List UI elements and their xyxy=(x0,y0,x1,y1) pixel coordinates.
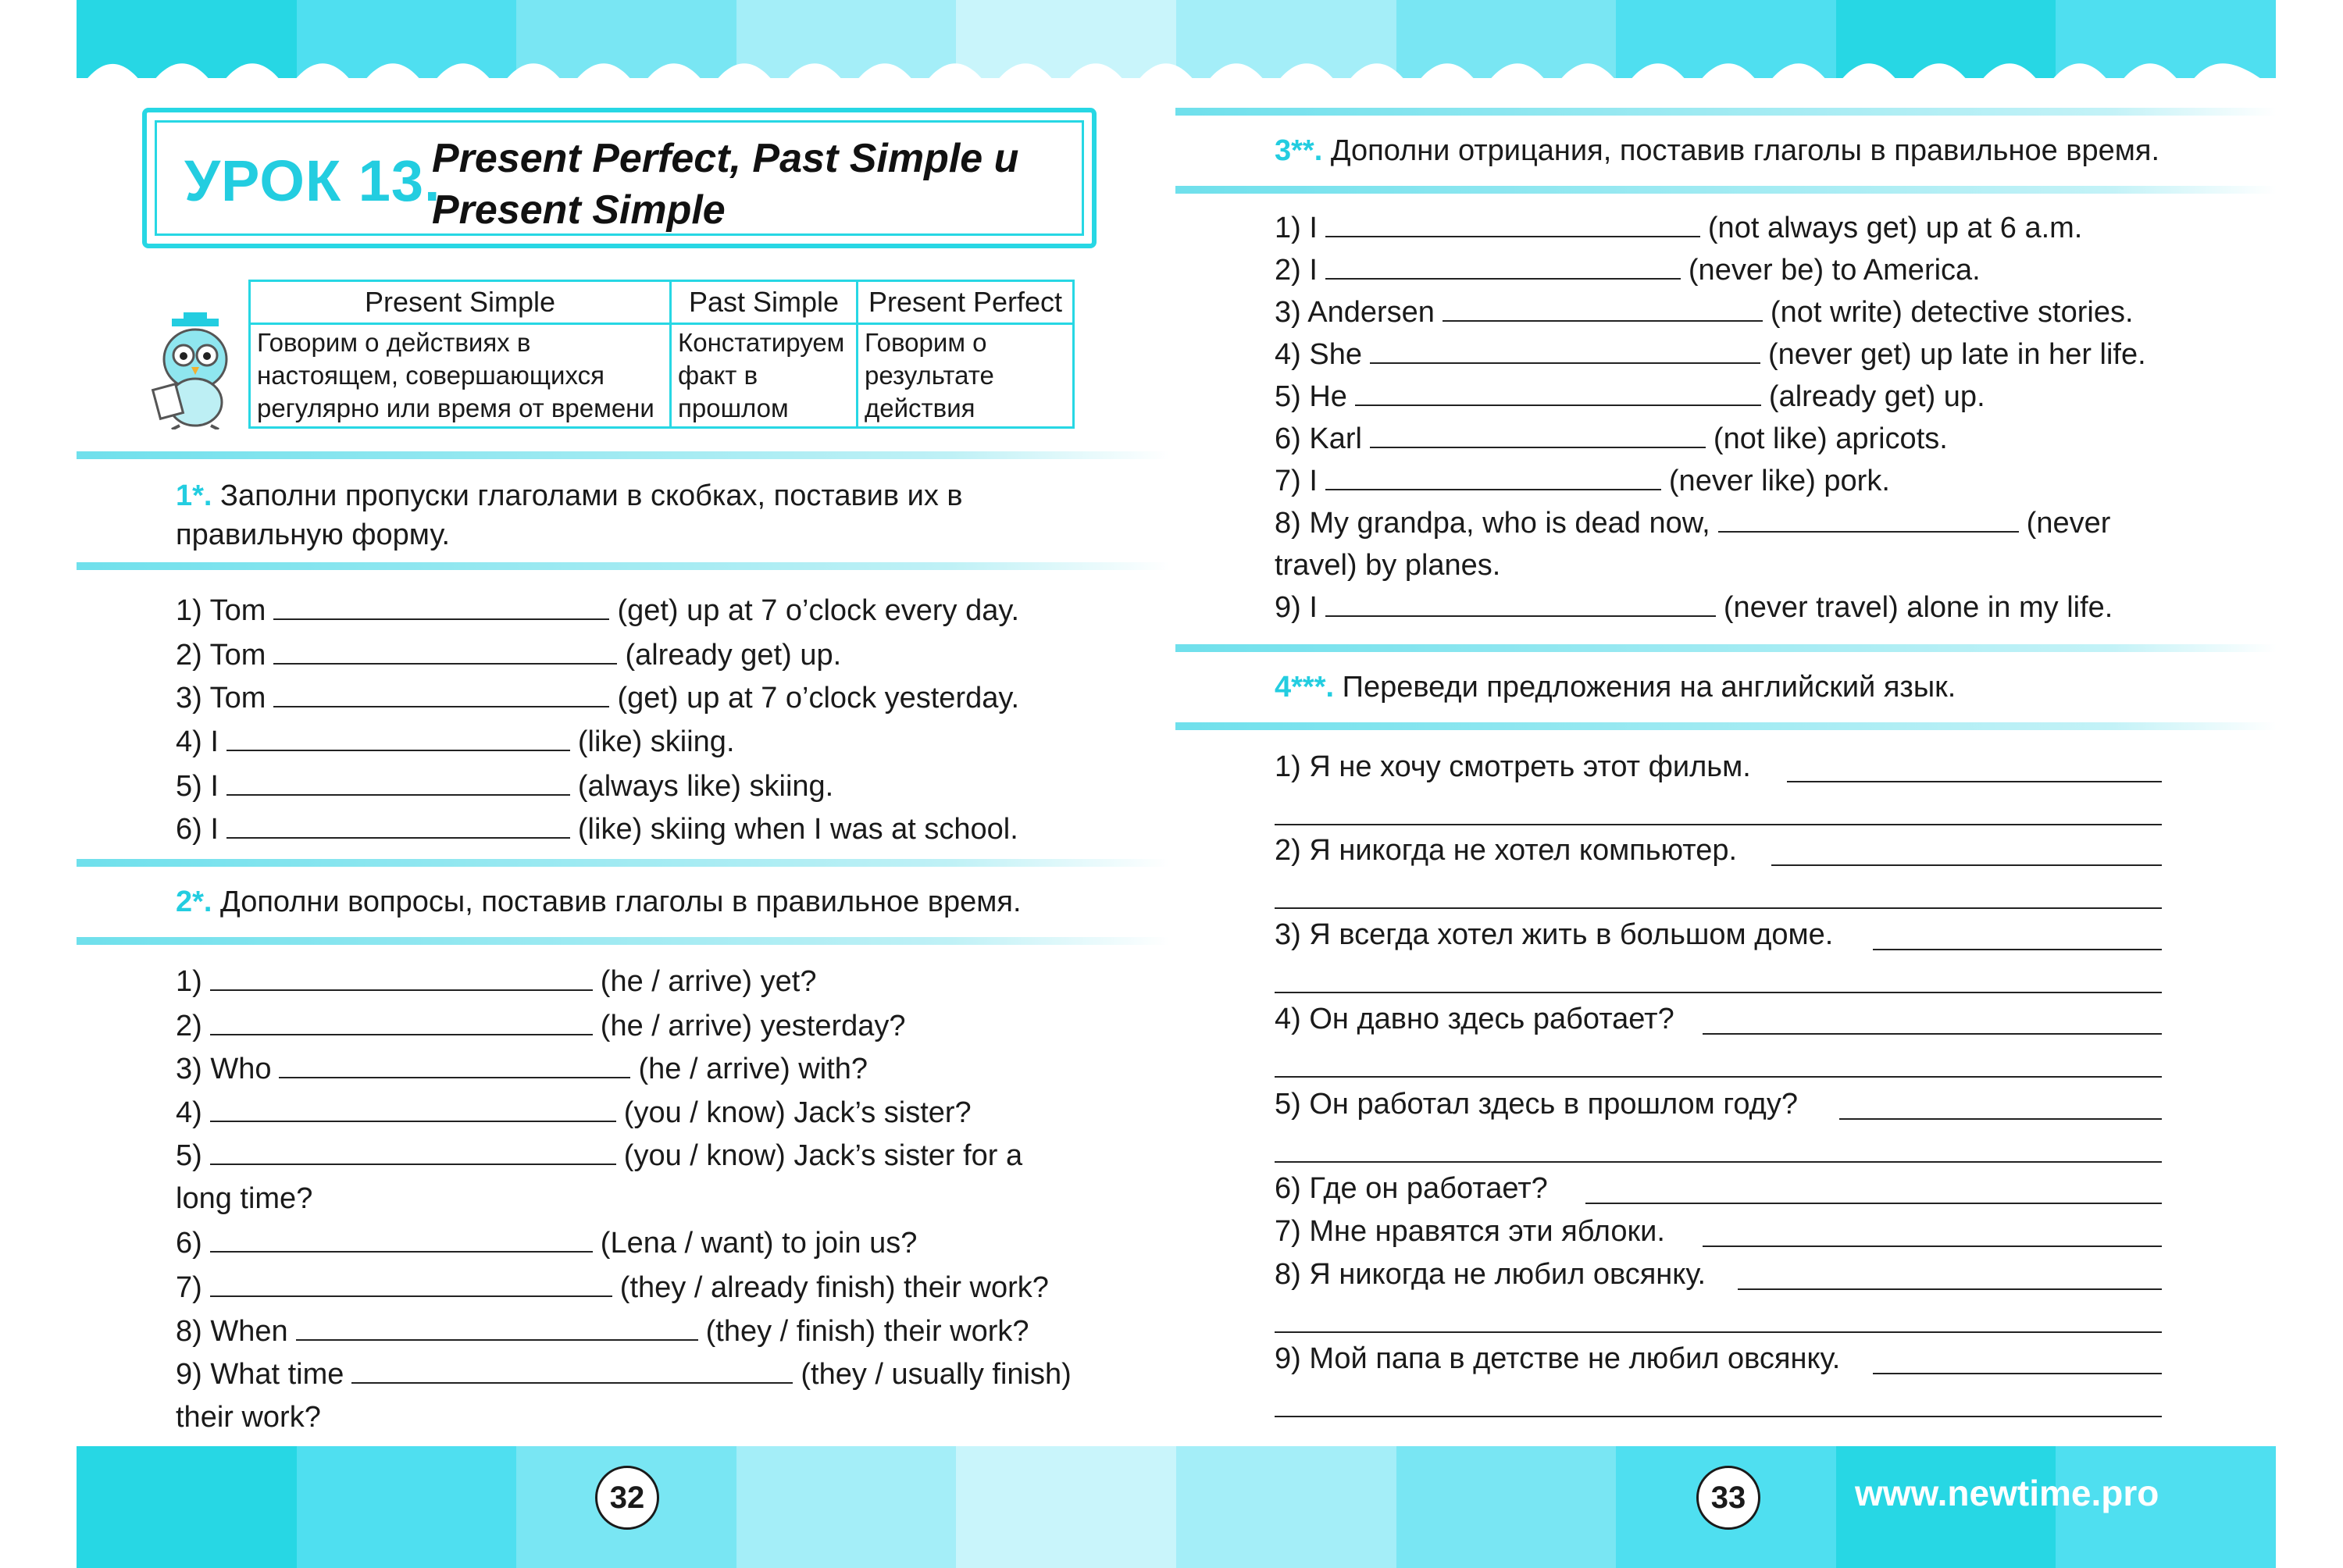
exercise-item: 6) I (like) skiing when I was at school. xyxy=(176,813,1018,846)
section-divider xyxy=(1175,108,2277,116)
translate-item: 2) Я никогда не хотел компьютер. xyxy=(1275,834,1738,867)
exercise-item: 8) When (they / finish) their work? xyxy=(176,1315,1029,1348)
fill-blank[interactable] xyxy=(1325,212,1700,237)
fill-blank[interactable] xyxy=(1325,592,1716,617)
top-wave-border xyxy=(77,47,2276,109)
exercise-item: 4) I (like) skiing. xyxy=(176,725,735,758)
translate-item: 5) Он работал здесь в прошлом году? xyxy=(1275,1088,1798,1121)
table-cell xyxy=(858,324,1074,428)
exercise-item-cont: long time? xyxy=(176,1182,313,1215)
fill-blank[interactable] xyxy=(210,1272,612,1297)
exercise-item: 9) I (never travel) alone in my life. xyxy=(1275,591,2113,624)
section-divider xyxy=(1175,186,2277,194)
cell-line: прошлом xyxy=(678,394,789,422)
instruction-text: правильную форму. xyxy=(176,519,451,551)
exercise-item: 4) She (never get) up late in her life. xyxy=(1275,338,2146,371)
exercise-item: 2) I (never be) to America. xyxy=(1275,254,1981,287)
task-number: 2*. xyxy=(176,886,212,918)
cell-line: настоящем, совершающихся xyxy=(257,361,604,390)
answer-line[interactable] xyxy=(1738,1288,2162,1290)
translate-item: 3) Я всегда хотел жить в большом доме. xyxy=(1275,918,1834,951)
task-number: 4***. xyxy=(1275,671,1335,704)
page-number-left: 32 xyxy=(595,1466,659,1530)
fill-blank[interactable] xyxy=(1370,339,1760,364)
instruction-text: Дополни отрицания, поставив глаголы в правильное время. xyxy=(1330,134,2160,167)
instruction-text: Заполни пропуски глаголами в скобках, поставив их в xyxy=(220,479,963,512)
fill-blank[interactable] xyxy=(1355,381,1761,406)
fill-blank[interactable] xyxy=(210,1010,593,1035)
instruction-text: Переведи предложения на английский язык. xyxy=(1342,671,1956,704)
fill-blank[interactable] xyxy=(273,682,609,707)
cell-line: Констатируем xyxy=(678,328,845,357)
cell-line: результате xyxy=(865,361,994,390)
exercise-item: 3) Tom (get) up at 7 o’clock yesterday. xyxy=(176,682,1020,715)
exercise-item: 1) (he / arrive) yet? xyxy=(176,965,817,998)
fill-blank[interactable] xyxy=(226,814,570,839)
cell-line: Говорим о действиях в xyxy=(257,328,531,357)
task-number: 3**. xyxy=(1275,134,1323,167)
exercise-item-cont: their work? xyxy=(176,1401,321,1434)
table-header: Present Simple xyxy=(250,281,671,324)
exercise-item: 1) Tom (get) up at 7 o’clock every day. xyxy=(176,594,1020,627)
fill-blank[interactable] xyxy=(273,595,609,620)
fill-blank[interactable] xyxy=(210,966,593,991)
translate-item: 9) Мой папа в детстве не любил овсянку. xyxy=(1275,1342,1841,1375)
task-number: 1*. xyxy=(176,479,212,512)
answer-line[interactable] xyxy=(1275,992,2162,993)
cell-line: регулярно или время от времени xyxy=(257,394,654,422)
exercise-item: 3) Andersen (not write) detective stories. xyxy=(1275,296,2134,329)
lesson-topic xyxy=(432,133,1018,236)
fill-blank[interactable] xyxy=(1718,508,2019,533)
fill-blank[interactable] xyxy=(1443,297,1763,322)
exercise-item: 9) What time (they / usually finish) xyxy=(176,1358,1072,1391)
fill-blank[interactable] xyxy=(1325,255,1681,280)
fill-blank[interactable] xyxy=(1370,423,1706,448)
fill-blank[interactable] xyxy=(210,1140,616,1165)
answer-line[interactable] xyxy=(1275,907,2162,909)
exercise-item: 7) I (never like) pork. xyxy=(1275,465,1890,497)
answer-line[interactable] xyxy=(1275,1416,2162,1417)
table-header: Past Simple xyxy=(671,281,858,324)
exercise-item: 5) (you / know) Jack’s sister for a xyxy=(176,1139,1023,1172)
fill-blank[interactable] xyxy=(351,1359,793,1384)
answer-line[interactable] xyxy=(1703,1245,2162,1247)
translate-item: 4) Он давно здесь работает? xyxy=(1275,1003,1674,1035)
lesson-title-box xyxy=(142,108,1097,248)
answer-line[interactable] xyxy=(1275,1331,2162,1333)
instruction-text: Дополни вопросы, поставив глаголы в правильное время. xyxy=(220,886,1022,918)
page-number-right: 33 xyxy=(1696,1466,1760,1530)
grammar-table xyxy=(248,280,1075,429)
exercise-item-cont: travel) by planes. xyxy=(1275,549,1501,582)
section-divider xyxy=(77,451,1170,459)
fill-blank[interactable] xyxy=(279,1053,630,1078)
fill-blank[interactable] xyxy=(1325,465,1661,490)
topic-line-1: Present Perfect, Past Simple и xyxy=(432,136,1019,181)
task-1-instruction xyxy=(176,476,1082,554)
fill-blank[interactable] xyxy=(210,1228,593,1253)
exercise-item: 7) (they / already finish) their work? xyxy=(176,1271,1049,1304)
exercise-item: 4) (you / know) Jack’s sister? xyxy=(176,1096,972,1129)
exercise-item: 5) I (always like) skiing. xyxy=(176,770,834,803)
exercise-item: 8) My grandpa, who is dead now, (never xyxy=(1275,507,2111,540)
cell-line: действия xyxy=(865,394,975,422)
exercise-item: 2) Tom (already get) up. xyxy=(176,639,842,672)
answer-line[interactable] xyxy=(1839,1118,2162,1120)
section-divider xyxy=(1175,644,2277,652)
translate-item: 6) Где он работает? xyxy=(1275,1172,1548,1205)
answer-line[interactable] xyxy=(1771,864,2162,866)
section-divider xyxy=(77,859,1170,867)
translate-item: 7) Мне нравятся эти яблоки. xyxy=(1275,1215,1665,1248)
fill-blank[interactable] xyxy=(296,1316,698,1341)
section-divider xyxy=(77,562,1170,570)
answer-line[interactable] xyxy=(1787,781,2162,782)
answer-line[interactable] xyxy=(1275,1076,2162,1078)
task-4-instruction xyxy=(1275,668,1956,707)
exercise-item: 2) (he / arrive) yesterday? xyxy=(176,1010,906,1042)
fill-blank[interactable] xyxy=(226,771,570,796)
exercise-item: 5) He (already get) up. xyxy=(1275,380,1985,413)
lesson-number: УРОК 13. xyxy=(184,148,441,213)
answer-line[interactable] xyxy=(1703,1033,2162,1035)
cell-line: факт в xyxy=(678,361,758,390)
translate-item: 1) Я не хочу смотреть этот фильм. xyxy=(1275,750,1751,783)
task-3-instruction xyxy=(1275,131,2159,170)
table-cell xyxy=(671,324,858,428)
section-divider xyxy=(1175,722,2277,730)
answer-line[interactable] xyxy=(1585,1203,2162,1204)
table-cell xyxy=(250,324,671,428)
topic-line-2: Present Simple xyxy=(432,187,726,233)
translate-item: 8) Я никогда не любил овсянку. xyxy=(1275,1258,1706,1291)
task-2-instruction xyxy=(176,882,1022,921)
exercise-item: 6) (Lena / want) to join us? xyxy=(176,1227,918,1260)
exercise-item: 1) I (not always get) up at 6 a.m. xyxy=(1275,212,2083,244)
fill-blank[interactable] xyxy=(226,726,570,751)
answer-line[interactable] xyxy=(1873,1373,2162,1374)
exercise-item: 6) Karl (not like) apricots. xyxy=(1275,422,1948,455)
table-header: Present Perfect xyxy=(858,281,1074,324)
fill-blank[interactable] xyxy=(273,640,617,665)
website-link[interactable]: www.newtime.pro xyxy=(1855,1473,2159,1513)
fill-blank[interactable] xyxy=(210,1097,616,1122)
answer-line[interactable] xyxy=(1275,824,2162,825)
answer-line[interactable] xyxy=(1873,949,2162,950)
answer-line[interactable] xyxy=(1275,1161,2162,1163)
section-divider xyxy=(77,937,1170,945)
exercise-item: 3) Who (he / arrive) with? xyxy=(176,1053,868,1085)
cell-line: Говорим о xyxy=(865,328,987,357)
owl-teacher-icon xyxy=(148,312,242,429)
